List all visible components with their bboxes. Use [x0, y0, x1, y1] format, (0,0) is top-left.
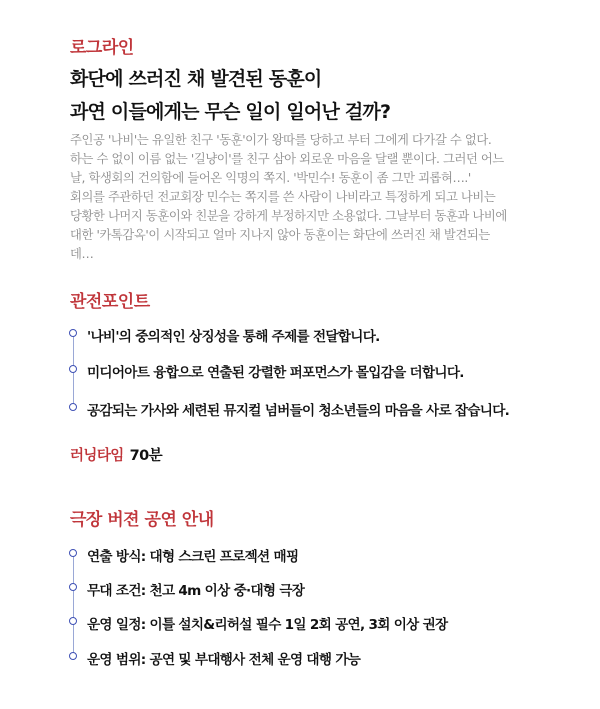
point-text: '나비'의 중의적인 상징성을 통해 주제를 전달합니다.	[87, 329, 380, 345]
synopsis-line: 하는 수 없이 이름 없는 '길냥이'를 친구 삼아 외로운 마음을 달랠 뿐이다. 그러던 어느	[70, 152, 504, 166]
point-text: 미디어아트 융합으로 연출된 강렬한 퍼포먼스가 몰입감을 더합니다.	[87, 365, 464, 381]
theater-timeline-line	[73, 554, 74, 660]
point-item	[70, 399, 580, 421]
theater-item	[70, 579, 580, 601]
synopsis-line: 데…	[70, 247, 94, 261]
theater-text: 무대 조건: 천고 4m 이상 중·대형 극장	[87, 583, 305, 599]
runtime-value: 70분	[129, 448, 163, 464]
theater-text: 연출 방식: 대형 스크린 프로젝션 매핑	[87, 549, 299, 565]
timeline-dot-icon	[69, 549, 77, 557]
points-list	[70, 322, 580, 422]
theater-item	[70, 613, 580, 635]
synopsis-line: 주인공 '나비'는 유일한 친구 '동훈'이가 왕따를 당하고 부터 그에게 다가갈 수 없다.	[70, 133, 492, 147]
synopsis	[70, 131, 550, 264]
timeline-dot-icon	[69, 403, 77, 411]
theater-text: 운영 일정: 이틀 설치&리허설 필수 1일 2회 공연, 3회 이상 권장	[87, 617, 448, 633]
timeline-dot-icon	[69, 365, 77, 373]
runtime	[70, 444, 162, 465]
theater-text: 운영 범위: 공연 및 부대행사 전체 운영 대행 가능	[87, 652, 361, 668]
synopsis-line: 대한 '카톡감옥'이 시작되고 얼마 지나지 않아 동훈이는 화단에 쓰러진 채 발견되는	[70, 228, 490, 242]
logline-headline-1: 화단에 쓰러진 채 발견된 동훈이	[70, 68, 322, 90]
point-text: 공감되는 가사와 세련된 뮤지컬 넘버들이 청소년들의 마음을 사로 잡습니다.	[87, 403, 510, 419]
synopsis-line: 당황한 나머지 동훈이와 친분을 강하게 부정하지만 소용없다. 그날부터 동훈과 나비에	[70, 209, 507, 223]
synopsis-line: 회의를 주관하던 전교회장 민수는 쪽지를 쓴 사람이 나비라고 특정하게 되고 나비는	[70, 190, 496, 204]
theater-title: 극장 버젼 공연 안내	[70, 510, 214, 530]
timeline-dot-icon	[69, 583, 77, 591]
theater-item	[70, 648, 580, 670]
point-item	[70, 361, 580, 383]
theater-list	[70, 544, 580, 674]
timeline-dot-icon	[69, 652, 77, 660]
logline-title: 로그라인	[70, 38, 134, 58]
point-item	[70, 325, 580, 347]
timeline-dot-icon	[69, 329, 77, 337]
runtime-label: 러닝타임	[70, 448, 124, 464]
theater-item	[70, 545, 580, 567]
synopsis-line: 날, 학생회의 건의함에 들어온 익명의 쪽지. '박민수! 동훈이 좀 그만 괴롭혀….'	[70, 171, 471, 185]
logline-headline-2: 과연 이들에게는 무슨 일이 일어난 걸까?	[70, 101, 391, 123]
points-title: 관전포인트	[70, 292, 150, 312]
timeline-dot-icon	[69, 617, 77, 625]
